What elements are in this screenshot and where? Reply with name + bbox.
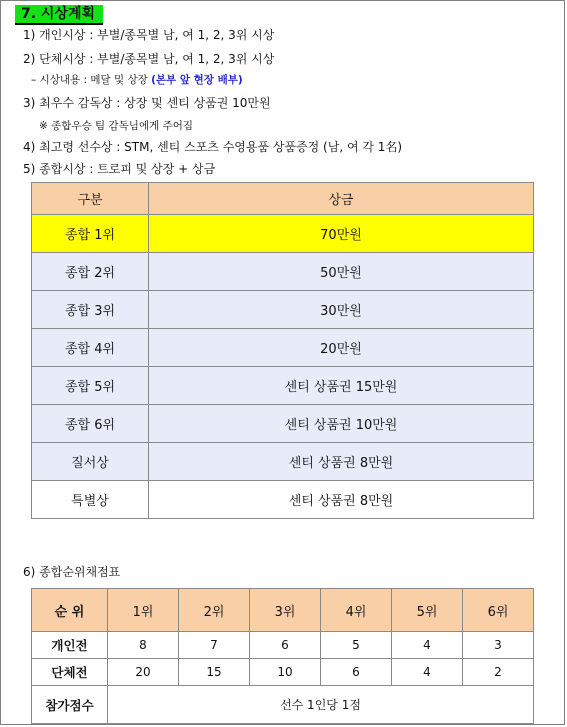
score-cell: 20 [108, 659, 179, 686]
prize-table-header [32, 183, 534, 215]
table-row [32, 253, 534, 291]
header-rank-4: 4위 [321, 589, 392, 632]
prize-cell: 센티 상품권 8만원 [149, 443, 534, 481]
rank-cell: 종합 4위 [32, 329, 149, 367]
score-table [31, 588, 534, 724]
rank-cell: 종합 3위 [32, 291, 149, 329]
table-row [32, 367, 534, 405]
award-detail [31, 72, 243, 88]
score-cell: 15 [179, 659, 250, 686]
section-title: 7. 시상계획 [15, 5, 103, 23]
header-rank-5: 5위 [392, 589, 463, 632]
prize-cell: 70만원 [149, 215, 534, 253]
table-row [32, 405, 534, 443]
row-label: 참가점수 [32, 686, 108, 724]
prize-cell: 30만원 [149, 291, 534, 329]
participation-value: 선수 1인당 1점 [108, 686, 534, 724]
header-rank-6: 6위 [463, 589, 534, 632]
table-row [32, 215, 534, 253]
table-row-participation [32, 686, 534, 724]
award-item-coach: 3) 최우수 감독상 : 상장 및 센티 상품권 10만원 [23, 96, 271, 110]
award-detail-prefix: – 시상내용 : 메달 및 상장 [31, 74, 152, 86]
rank-cell: 질서상 [32, 443, 149, 481]
table-row [32, 443, 534, 481]
table-row [32, 329, 534, 367]
table-row [32, 481, 534, 519]
award-detail-highlight: (본부 앞 현장 배부) [151, 74, 243, 86]
row-label: 단체전 [32, 659, 108, 686]
row-label: 개인전 [32, 632, 108, 659]
coach-note: ※ 종합우승 팀 감독님에게 주어짐 [39, 120, 194, 132]
rank-cell: 종합 2위 [32, 253, 149, 291]
rank-cell: 종합 5위 [32, 367, 149, 405]
score-cell: 6 [321, 659, 392, 686]
table-row-team [32, 659, 534, 686]
prize-table [31, 182, 534, 519]
score-table-title: 6) 종합순위채점표 [23, 565, 121, 579]
header-category: 구분 [32, 183, 149, 215]
header-rank-1: 1위 [108, 589, 179, 632]
header-prize: 상금 [149, 183, 534, 215]
header-rank: 순 위 [32, 589, 108, 632]
award-item-team: 2) 단체시상 : 부별/종목별 남, 여 1, 2, 3위 시상 [23, 52, 275, 66]
score-cell: 4 [392, 632, 463, 659]
prize-cell: 50만원 [149, 253, 534, 291]
rank-cell: 종합 1위 [32, 215, 149, 253]
score-cell: 8 [108, 632, 179, 659]
prize-cell: 20만원 [149, 329, 534, 367]
rank-cell: 특별상 [32, 481, 149, 519]
score-cell: 2 [463, 659, 534, 686]
score-cell: 5 [321, 632, 392, 659]
score-cell: 6 [250, 632, 321, 659]
score-cell: 4 [392, 659, 463, 686]
award-item-overall: 5) 종합시상 : 트로피 및 상장 + 상금 [23, 162, 216, 176]
score-cell: 3 [463, 632, 534, 659]
header-rank-3: 3위 [250, 589, 321, 632]
rank-cell: 종합 6위 [32, 405, 149, 443]
prize-cell: 센티 상품권 15만원 [149, 367, 534, 405]
table-row [32, 291, 534, 329]
header-rank-2: 2위 [179, 589, 250, 632]
prize-cell: 센티 상품권 10만원 [149, 405, 534, 443]
award-item-individual: 1) 개인시상 : 부별/종목별 남, 여 1, 2, 3위 시상 [23, 28, 275, 42]
score-cell: 7 [179, 632, 250, 659]
table-row-individual [32, 632, 534, 659]
award-item-oldest: 4) 최고령 선수상 : STM, 센티 스포츠 수영용품 상품증정 (남, 여 각 1名) [23, 140, 403, 154]
prize-cell: 센티 상품권 8만원 [149, 481, 534, 519]
score-cell: 10 [250, 659, 321, 686]
score-table-header [32, 589, 534, 632]
